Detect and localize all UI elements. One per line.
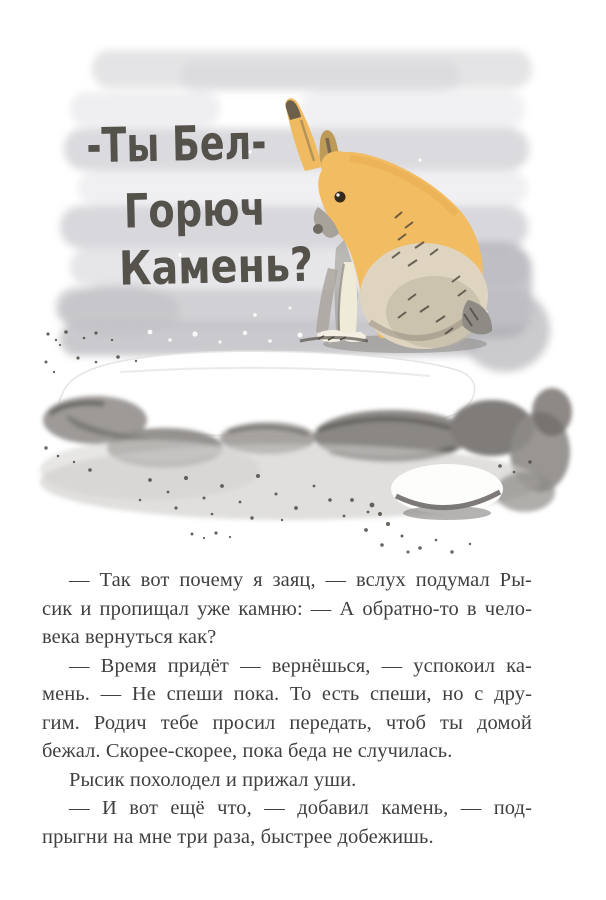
story-text [42,566,532,851]
story-line: гим. Родич тебе просил передать, чтоб ты домой [42,711,532,734]
story-line: прыгни на мне три раза, быстрее добежишь. [42,825,434,848]
hare-eye [335,192,346,203]
caption-line-2: Горюч [123,180,299,240]
story-line: сик и пропищал уже камню: — А обратно-то в чело- [42,597,532,620]
story-line: — Время придёт — вернёшься, — успокоил ка- [69,654,532,677]
white-oval-rock [391,464,503,520]
story-line: бежал. Скорее-скорее, пока беда не случилась. [42,740,453,762]
story-line: века вернуться как? [42,626,217,648]
story-line: Рысик похолодел и прижал уши. [69,768,357,791]
caption-line-3: Камень? [118,236,350,297]
story-line: мень. — Не спеши пока. То есть спеши, но с дру- [42,683,532,705]
caption-line-1: -Ты Бел- [85,113,324,175]
story-line: — И вот ещё что, — добавил камень, — под- [69,797,532,819]
story-line: — Так вот почему я заяц, — вслух подумал Ры- [69,569,532,591]
